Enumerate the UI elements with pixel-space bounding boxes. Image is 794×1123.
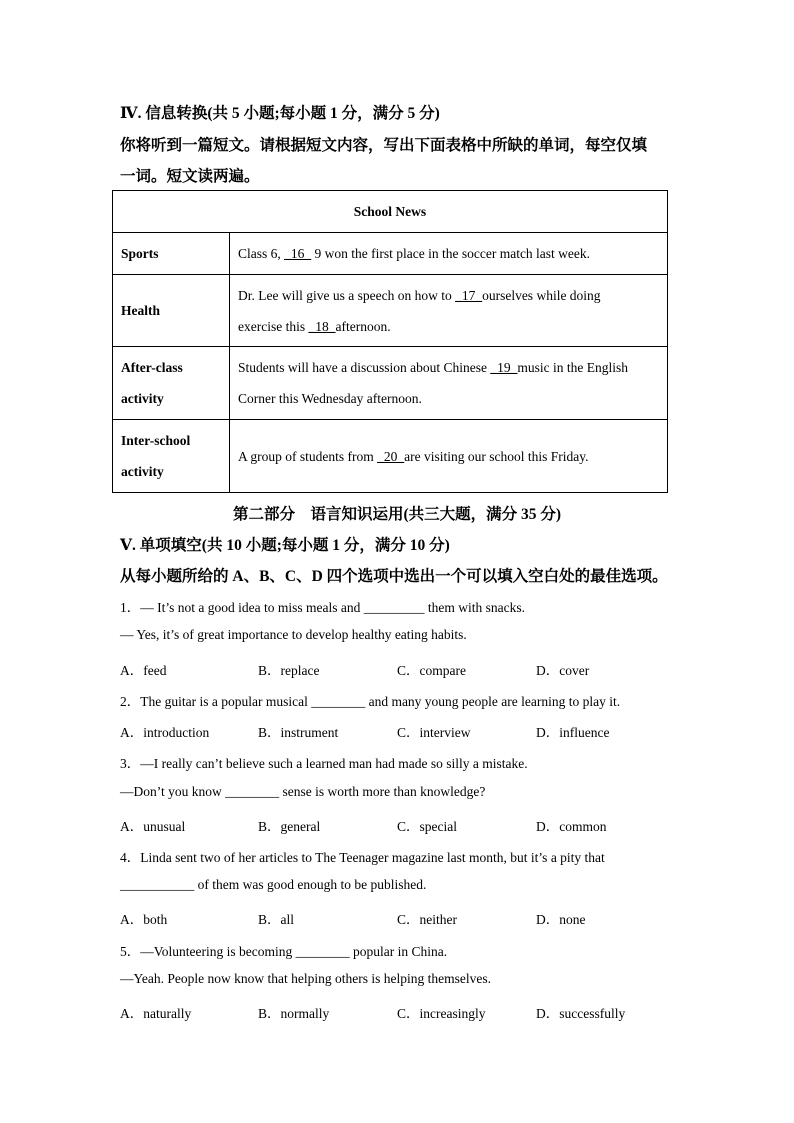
section4-instruction-line1: 你将听到一篇短文。请根据短文内容，写出下面表格中所缺的单词，每空仅填 bbox=[120, 137, 648, 154]
blank-17: _17_ bbox=[455, 287, 483, 303]
question-1-line1: 1．— It’s not a good idea to miss meals and _________ them with snacks. bbox=[120, 600, 525, 615]
q2-option-a: A．introduction bbox=[120, 725, 210, 740]
q3-option-c: C．special bbox=[397, 819, 457, 834]
blank-20: _20_ bbox=[377, 448, 405, 464]
section4-heading: Ⅳ. 信息转换(共 5 小题;每小题 1 分，满分 5 分) bbox=[120, 105, 440, 122]
row-content: Dr. Lee will give us a speech on how to _17_ourselves while doing exercise this _18_afternoon. bbox=[230, 275, 668, 347]
q3-option-d: D．common bbox=[536, 819, 607, 834]
q4-option-c: C．neither bbox=[397, 912, 457, 927]
table-row bbox=[113, 233, 668, 275]
q1-option-a: A．feed bbox=[120, 663, 167, 678]
blank-16: _16_ bbox=[284, 246, 312, 261]
row-label: Health bbox=[113, 275, 230, 347]
q2-option-d: D．influence bbox=[536, 725, 610, 740]
blank-19: _19_ bbox=[490, 360, 518, 375]
question-4-line2: ___________ of them was good enough to be published. bbox=[120, 877, 427, 892]
question-5-line2: —Yeah. People now know that helping others is helping themselves. bbox=[120, 971, 491, 986]
q5-option-b: B．normally bbox=[258, 1006, 330, 1021]
q2-option-b: B．instrument bbox=[258, 725, 339, 740]
table-row bbox=[113, 420, 668, 493]
q5-option-a: A．naturally bbox=[120, 1006, 192, 1021]
section5-heading: Ⅴ. 单项填空(共 10 小题;每小题 1 分，满分 10 分) bbox=[120, 537, 450, 554]
row-content: A group of students from _20_are visiting our school this Friday. bbox=[230, 420, 668, 493]
row-content: Students will have a discussion about Chinese _19_music in the English Corner this Wednesday afternoon. bbox=[230, 347, 668, 420]
question-4-line1: 4．Linda sent two of her articles to The Teenager magazine last month, but it’s a pity that bbox=[120, 850, 605, 865]
q5-option-d: D．successfully bbox=[536, 1006, 626, 1021]
table-row bbox=[113, 275, 668, 347]
question-3-line2: —Don’t you know ________ sense is worth more than knowledge? bbox=[120, 784, 486, 799]
school-news-table bbox=[112, 190, 668, 493]
table-row bbox=[113, 347, 668, 420]
blank-18: _18_ bbox=[308, 318, 336, 334]
q1-option-d: D．cover bbox=[536, 663, 590, 678]
part2-title: 第二部分 语言知识运用(共三大题，满分 35 分) bbox=[232, 506, 562, 523]
row-label: After-class activity bbox=[113, 347, 230, 420]
question-2-line1: 2．The guitar is a popular musical ________ and many young people are learning to play it. bbox=[120, 694, 621, 709]
row-content: Class 6, _16_ 9 won the first place in the soccer match last week. bbox=[230, 233, 668, 275]
q4-option-d: D．none bbox=[536, 912, 586, 927]
q1-option-b: B．replace bbox=[258, 663, 320, 678]
q1-option-c: C．compare bbox=[397, 663, 466, 678]
table-header-row bbox=[113, 191, 668, 233]
question-5-line1: 5．—Volunteering is becoming ________ popular in China. bbox=[120, 944, 448, 959]
q4-option-a: A．both bbox=[120, 912, 168, 927]
question-1-line2: — Yes, it’s of great importance to develop healthy eating habits. bbox=[120, 627, 467, 642]
section5-instruction: 从每小题所给的 A、B、C、D 四个选项中选出一个可以填入空白处的最佳选项。 bbox=[120, 568, 668, 585]
row-label: Sports bbox=[113, 233, 230, 275]
section4-instruction-line2: 一词。短文读两遍。 bbox=[120, 168, 260, 185]
q3-option-b: B．general bbox=[258, 819, 321, 834]
row-label: Inter-school activity bbox=[113, 420, 230, 493]
q4-option-b: B．all bbox=[258, 912, 294, 927]
question-3-line1: 3．—I really can’t believe such a learned man had made so silly a mistake. bbox=[120, 756, 528, 771]
q2-option-c: C．interview bbox=[397, 725, 471, 740]
table-title: School News bbox=[113, 191, 668, 233]
q5-option-c: C．increasingly bbox=[397, 1006, 486, 1021]
q3-option-a: A．unusual bbox=[120, 819, 186, 834]
